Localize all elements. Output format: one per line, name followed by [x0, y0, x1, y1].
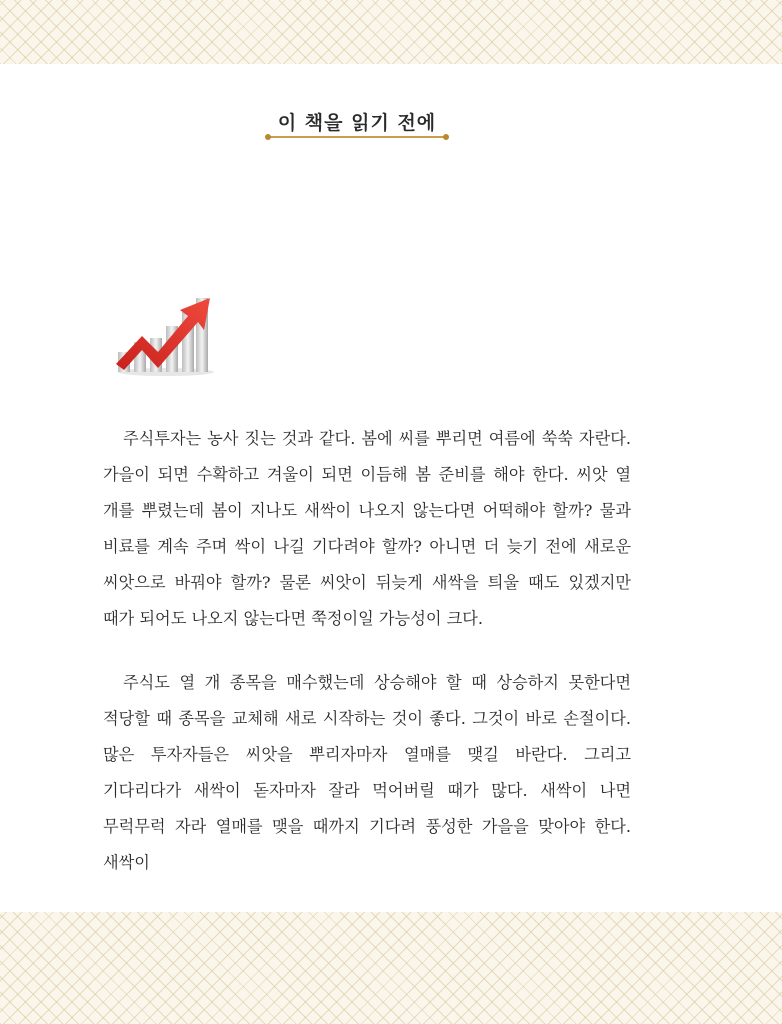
paragraph-text: 주식투자는 농사 짓는 것과 같다. 봄에 씨를 뿌리면 여름에 쑥쑥 자란다. 가을이 되면 수확하고 겨울이 되면 이듬해 봄 준비를 해야 한다. 씨앗 열 개를 뿌렸는데 봄이 지나도 새싹이 나오지 않는다면 어떡해야 할까? 물과 비료를 계속 주며 싹이 나길 기다려야 할까? 아니면 더 늦기 전에 새로운 씨앗으로 바꿔야 할까? 물론 씨앗이 뒤늦게 새싹을 틔울 때도 있겠지만 때가 되어도 나오지 않는다면 쭉정이일 가능성이 크다.	[103, 429, 631, 628]
top-decorative-band	[0, 0, 782, 64]
title-underline	[268, 136, 446, 138]
rising-chart-arrow-icon	[108, 290, 218, 380]
bottom-decorative-band	[0, 912, 782, 1024]
body-paragraph-1	[103, 421, 631, 637]
body-paragraph-2	[103, 665, 631, 881]
page-title: 이 책을 읽기 전에	[277, 112, 437, 134]
underline-right-dot	[443, 134, 449, 140]
paragraph-text: 주식도 열 개 종목을 매수했는데 상승해야 할 때 상승하지 못한다면 적당할 때 종목을 교체해 새로 시작하는 것이 좋다. 그것이 바로 손절이다. 많은 투자자들은 씨앗을 뿌리자마자 열매를 맺길 바란다. 그리고 기다리다가 새싹이 돋자마자 잘라 먹어버릴 때가 많다. 새싹이 나면 무럭무럭 자라 열매를 맺을 때까지 기다려 풍성한 가을을 맞아야 한다. 새싹이	[103, 673, 631, 872]
underline-left-dot	[265, 134, 271, 140]
